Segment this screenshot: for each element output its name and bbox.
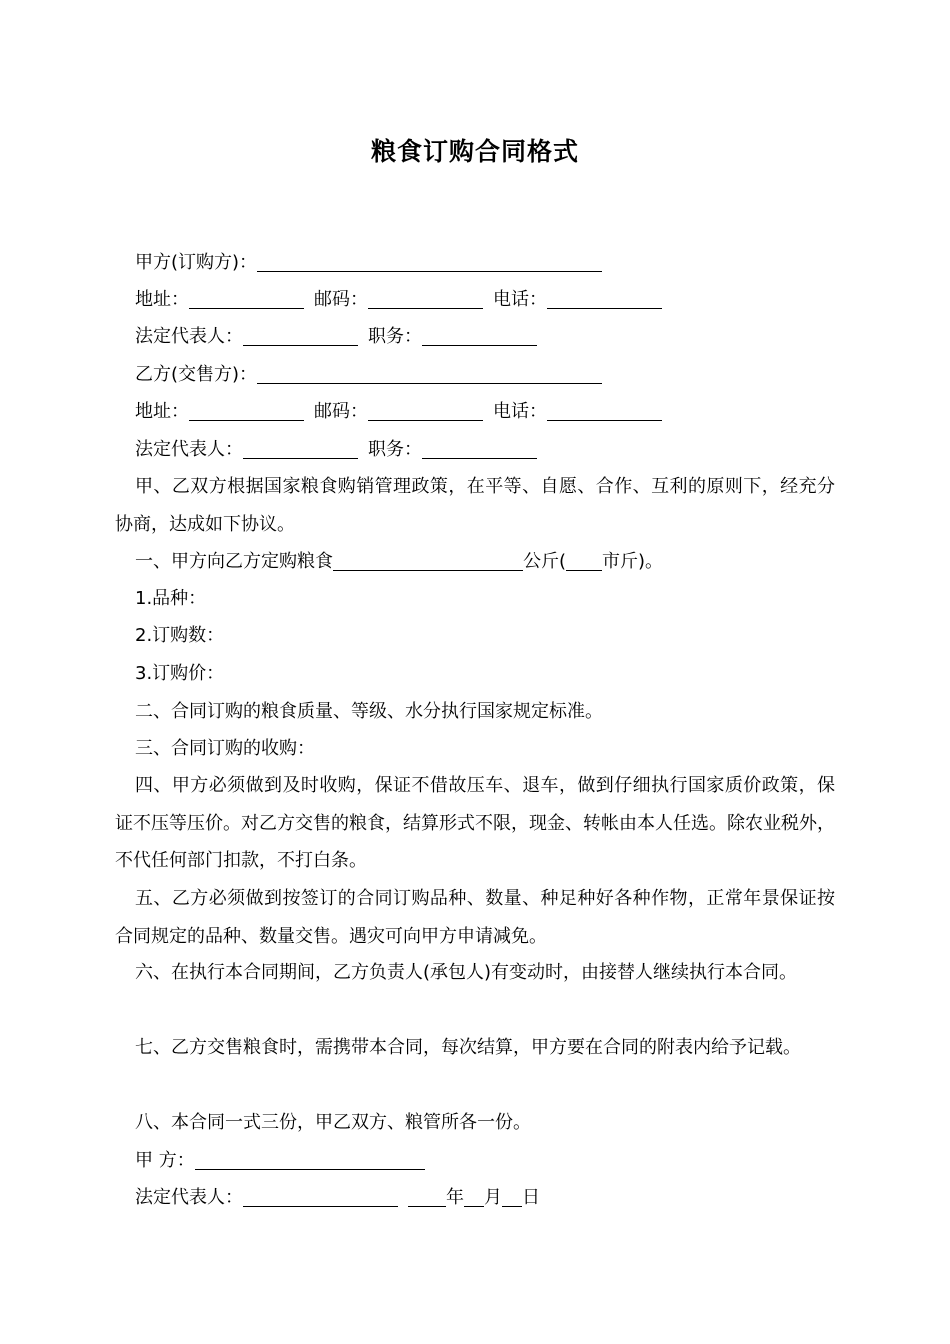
- clause-3: 三、合同订购的收购：: [135, 738, 315, 759]
- item-variety: 1.品种：: [135, 588, 207, 609]
- party-a-rep-label: 法定代表人：: [135, 326, 243, 347]
- clause-2: 二、合同订购的粮食质量、等级、水分执行国家规定标准。: [135, 701, 603, 722]
- sign-party-a-blank: [195, 1149, 425, 1170]
- intro-paragraph: 甲、乙双方根据国家粮食购销管理政策，在平等、自愿、合作、互利的原则下，经充分协商，达成如下协议。: [115, 476, 835, 535]
- party-b-postcode-label: 邮码：: [314, 401, 368, 422]
- clause-1-suffix: 市斤)。: [602, 551, 664, 572]
- party-a-name-row: [135, 250, 602, 276]
- party-a-name-blank: [257, 251, 602, 272]
- sign-rep-row: [135, 1185, 540, 1211]
- party-b-phone-blank: [547, 400, 662, 421]
- sign-party-a-label: 甲 方：: [135, 1150, 195, 1171]
- party-b-address-blank: [189, 400, 304, 421]
- clause-1: [135, 549, 663, 575]
- party-a-address-blank: [189, 288, 304, 309]
- party-a-rep-row: [135, 324, 537, 350]
- party-b-postcode-blank: [368, 400, 483, 421]
- party-b-rep-label: 法定代表人：: [135, 439, 243, 460]
- party-b-name-row: [135, 362, 602, 388]
- sign-rep-label: 法定代表人：: [135, 1187, 243, 1208]
- party-a-rep-blank: [243, 325, 358, 346]
- clause-5: 五、乙方必须做到按签订的合同订购品种、数量、种足种好各种作物，正常年景保证按合同规定的品种、数量交售。遇灾可向甲方申请减免。: [115, 888, 835, 947]
- party-b-rep-blank: [243, 438, 358, 459]
- party-a-postcode-label: 邮码：: [314, 289, 368, 310]
- sign-day-label: 日: [522, 1187, 540, 1208]
- sign-party-a-row: [135, 1148, 425, 1174]
- item-quantity: 2.订购数：: [135, 625, 225, 646]
- sign-day-blank: [502, 1186, 522, 1207]
- party-b-position-label: 职务：: [368, 439, 422, 460]
- party-a-phone-blank: [547, 288, 662, 309]
- party-a-phone-label: 电话：: [493, 289, 547, 310]
- sign-rep-blank: [243, 1186, 398, 1207]
- clause-8: 八、本合同一式三份，甲乙双方、粮管所各一份。: [135, 1112, 531, 1133]
- party-a-name-label: 甲方(订购方)：: [135, 252, 258, 273]
- party-b-name-label: 乙方(交售方)：: [135, 364, 258, 385]
- party-a-address-label: 地址：: [135, 289, 189, 310]
- sign-month-blank: [464, 1186, 484, 1207]
- party-b-contact-row: [135, 399, 662, 425]
- party-b-address-label: 地址：: [135, 401, 189, 422]
- sign-year-label: 年: [446, 1187, 464, 1208]
- sign-month-label: 月: [484, 1187, 502, 1208]
- clause-1-jin-blank: [566, 550, 602, 571]
- item-price: 3.订购价：: [135, 663, 225, 684]
- clause-7: 七、乙方交售粮食时，需携带本合同，每次结算，甲方要在合同的附表内给予记载。: [135, 1037, 801, 1058]
- party-a-postcode-blank: [368, 288, 483, 309]
- party-b-name-blank: [257, 363, 602, 384]
- party-b-position-blank: [422, 438, 537, 459]
- sign-year-blank: [408, 1186, 446, 1207]
- clause-1-prefix: 一、甲方向乙方定购粮食: [135, 551, 333, 572]
- party-a-position-blank: [422, 325, 537, 346]
- party-a-position-label: 职务：: [368, 326, 422, 347]
- party-b-rep-row: [135, 437, 537, 463]
- party-b-phone-label: 电话：: [493, 401, 547, 422]
- page-title: 粮食订购合同格式: [370, 137, 579, 166]
- party-a-contact-row: [135, 287, 662, 313]
- clause-6: 六、在执行本合同期间，乙方负责人(承包人)有变动时，由接替人继续执行本合同。: [135, 962, 798, 983]
- clause-4: 四、甲方必须做到及时收购，保证不借故压车、退车，做到仔细执行国家质价政策，保证不压等压价。对乙方交售的粮食，结算形式不限，现金、转帐由本人任选。除农业税外，不代任何部门扣款，不打白条。: [115, 775, 835, 871]
- clause-1-mid: 公斤(: [523, 551, 567, 572]
- clause-1-amount-blank: [333, 550, 523, 571]
